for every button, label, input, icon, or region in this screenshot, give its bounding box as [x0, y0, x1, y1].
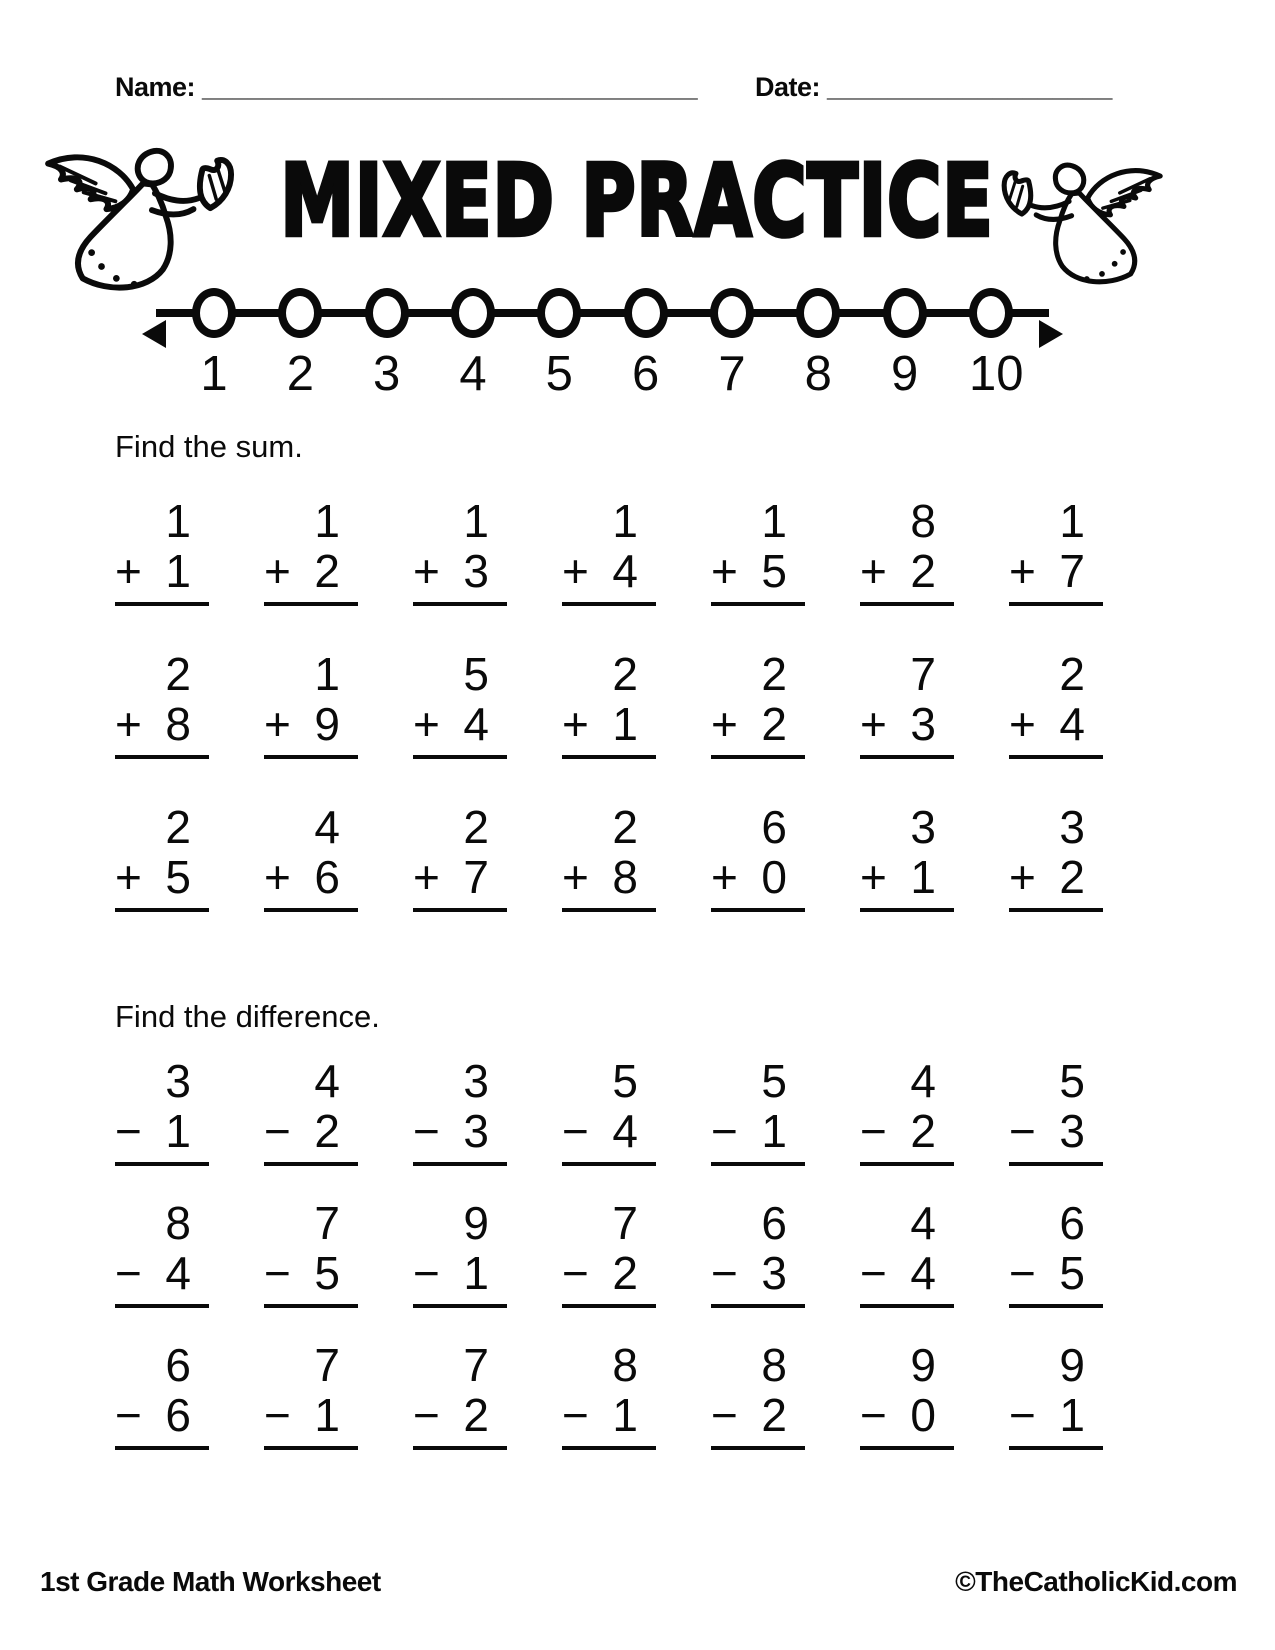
number-line-node [278, 288, 322, 338]
top-number: 1 [463, 495, 489, 548]
bottom-number: 1 [314, 1388, 340, 1441]
bottom-number: 5 [314, 1246, 340, 1299]
problem-row [115, 1338, 1107, 1450]
operator: − [711, 1246, 738, 1299]
top-number: 9 [910, 1338, 936, 1391]
bottom-row [711, 850, 809, 903]
top-number: 5 [1059, 1055, 1085, 1108]
top-number: 2 [761, 647, 787, 700]
bottom-number: 1 [1059, 1388, 1085, 1441]
top-number: 2 [1059, 647, 1085, 700]
bottom-row [413, 1388, 511, 1441]
top-number: 1 [1059, 495, 1085, 548]
bottom-number: 8 [165, 697, 191, 750]
bottom-row [562, 1388, 660, 1441]
answer-line [413, 602, 507, 606]
answer-line [413, 1162, 507, 1166]
operator: − [264, 1388, 291, 1441]
top-number: 4 [910, 1055, 936, 1108]
bottom-row [562, 545, 660, 597]
math-problem [264, 495, 362, 606]
answer-line [413, 908, 507, 912]
bottom-row [264, 850, 362, 903]
bottom-number: 1 [165, 545, 191, 597]
math-problem [264, 800, 362, 912]
operator: − [413, 1246, 440, 1299]
answer-line [1009, 602, 1103, 606]
answer-line [860, 1304, 954, 1308]
top-number: 5 [612, 1055, 638, 1108]
math-problem [711, 1196, 809, 1308]
bottom-number: 5 [1059, 1246, 1085, 1299]
bottom-row [711, 1246, 809, 1299]
operator: + [413, 545, 440, 597]
bottom-number: 7 [463, 850, 489, 903]
bottom-number: 2 [612, 1246, 638, 1299]
bottom-row [413, 1246, 511, 1299]
top-number: 2 [463, 800, 489, 853]
bottom-number: 7 [1059, 545, 1085, 597]
answer-line [115, 602, 209, 606]
bottom-number: 0 [910, 1388, 936, 1441]
number-line-labels [150, 347, 1055, 401]
bottom-row [413, 697, 511, 750]
math-problem [860, 1055, 958, 1166]
math-problem [264, 647, 362, 759]
operator: + [562, 850, 589, 903]
answer-line [562, 1304, 656, 1308]
operator: + [860, 697, 887, 750]
operator: + [115, 545, 142, 597]
top-number: 9 [1059, 1338, 1085, 1391]
bottom-row [1009, 697, 1107, 750]
difference-section [115, 1000, 1107, 1484]
number-line-number: 1 [200, 347, 228, 401]
operator: − [1009, 1246, 1036, 1299]
number-line-circles [150, 288, 1055, 338]
bottom-row [562, 1246, 660, 1299]
answer-line [562, 1446, 656, 1450]
operator: − [413, 1105, 440, 1157]
top-number: 2 [612, 800, 638, 853]
top-number: 8 [165, 1196, 191, 1249]
top-number: 6 [761, 800, 787, 853]
bottom-row [264, 697, 362, 750]
angel-harp-icon [978, 140, 1172, 310]
answer-line [413, 1446, 507, 1450]
bottom-row [264, 1105, 362, 1157]
sum-section [115, 430, 1107, 957]
math-problem [413, 1055, 511, 1166]
bottom-row [115, 545, 213, 597]
math-problem [562, 1055, 660, 1166]
number-line-number: 4 [459, 347, 487, 401]
answer-line [562, 755, 656, 759]
math-problem [1009, 800, 1107, 912]
operator: − [264, 1105, 291, 1157]
operator: − [711, 1388, 738, 1441]
top-number: 6 [165, 1338, 191, 1391]
difference-heading: Find the difference. [115, 999, 380, 1034]
bottom-row [711, 545, 809, 597]
top-number: 8 [910, 495, 936, 548]
answer-line [1009, 1446, 1103, 1450]
bottom-number: 2 [314, 1105, 340, 1157]
operator: − [860, 1105, 887, 1157]
top-number: 8 [612, 1338, 638, 1391]
top-number: 6 [1059, 1196, 1085, 1249]
date-blank-line: ___________________ [827, 72, 1113, 102]
number-line-number: 3 [373, 347, 401, 401]
operator: − [115, 1388, 142, 1441]
bottom-number: 6 [165, 1388, 191, 1441]
answer-line [562, 1162, 656, 1166]
math-problem [562, 647, 660, 759]
answer-line [860, 602, 954, 606]
top-number: 3 [165, 1055, 191, 1108]
bottom-row [115, 1105, 213, 1157]
bottom-number: 2 [314, 545, 340, 597]
top-number: 7 [463, 1338, 489, 1391]
answer-line [264, 1446, 358, 1450]
bottom-row [860, 1105, 958, 1157]
bottom-number: 5 [165, 850, 191, 903]
bottom-number: 0 [761, 850, 787, 903]
problem-row [115, 1055, 1107, 1166]
number-line-node [710, 288, 754, 338]
bottom-row [264, 545, 362, 597]
problem-row [115, 647, 1107, 759]
bottom-row [115, 1246, 213, 1299]
operator: + [1009, 697, 1036, 750]
bottom-row [1009, 1246, 1107, 1299]
top-number: 1 [314, 647, 340, 700]
math-problem [115, 495, 213, 606]
top-number: 8 [761, 1338, 787, 1391]
operator: − [115, 1105, 142, 1157]
math-problem [1009, 647, 1107, 759]
number-line-node [451, 288, 495, 338]
answer-line [860, 1162, 954, 1166]
top-number: 4 [314, 1055, 340, 1108]
bottom-row [562, 850, 660, 903]
bottom-row [1009, 850, 1107, 903]
answer-line [1009, 755, 1103, 759]
math-problem [115, 800, 213, 912]
bottom-number: 2 [1059, 850, 1085, 903]
math-problem [860, 1196, 958, 1308]
top-number: 2 [165, 647, 191, 700]
bottom-row [860, 697, 958, 750]
bottom-number: 2 [463, 1388, 489, 1441]
date-label: Date: [755, 72, 821, 102]
top-number: 3 [463, 1055, 489, 1108]
operator: − [860, 1246, 887, 1299]
number-line-number: 6 [632, 347, 660, 401]
number-line-node [796, 288, 840, 338]
top-number: 7 [314, 1196, 340, 1249]
bottom-row [860, 1388, 958, 1441]
bottom-number: 4 [910, 1246, 936, 1299]
answer-line [860, 908, 954, 912]
operator: + [711, 697, 738, 750]
operator: − [264, 1246, 291, 1299]
answer-line [264, 1304, 358, 1308]
answer-line [115, 1446, 209, 1450]
math-problem [1009, 495, 1107, 606]
bottom-number: 2 [761, 1388, 787, 1441]
top-number: 7 [910, 647, 936, 700]
top-number: 7 [314, 1338, 340, 1391]
answer-line [711, 908, 805, 912]
top-number: 9 [463, 1196, 489, 1249]
operator: + [115, 850, 142, 903]
math-problem [264, 1196, 362, 1308]
number-line-node [537, 288, 581, 338]
bottom-number: 3 [1059, 1105, 1085, 1157]
operator: + [1009, 545, 1036, 597]
math-problem [413, 1338, 511, 1450]
number-line-node [969, 288, 1013, 338]
answer-line [264, 755, 358, 759]
bottom-row [562, 1105, 660, 1157]
bottom-row [1009, 545, 1107, 597]
math-problem [711, 495, 809, 606]
operator: + [413, 697, 440, 750]
bottom-number: 4 [165, 1246, 191, 1299]
number-line-number: 7 [718, 347, 746, 401]
number-line-number: 9 [890, 347, 919, 401]
math-problem [860, 1338, 958, 1450]
top-number: 4 [314, 800, 340, 853]
math-problem [711, 1055, 809, 1166]
answer-line [711, 1304, 805, 1308]
top-number: 1 [165, 495, 191, 548]
operator: − [115, 1246, 142, 1299]
bottom-number: 3 [463, 545, 489, 597]
bottom-number: 1 [463, 1246, 489, 1299]
name-label: Name: [115, 72, 196, 102]
operator: − [562, 1105, 589, 1157]
math-problem [1009, 1055, 1107, 1166]
bottom-row [413, 545, 511, 597]
math-problem [860, 495, 958, 606]
page-title: MIXED PRACTICE [280, 143, 994, 259]
answer-line [860, 1446, 954, 1450]
number-line-node [192, 288, 236, 338]
operator: − [860, 1388, 887, 1441]
math-problem [711, 800, 809, 912]
bottom-number: 1 [612, 1388, 638, 1441]
answer-line [711, 602, 805, 606]
sum-heading: Find the sum. [115, 429, 303, 464]
math-problem [115, 1196, 213, 1308]
operator: + [115, 697, 142, 750]
answer-line [264, 602, 358, 606]
operator: + [264, 850, 291, 903]
top-number: 6 [761, 1196, 787, 1249]
operator: − [711, 1105, 738, 1157]
answer-line [562, 602, 656, 606]
bottom-number: 6 [314, 850, 340, 903]
bottom-number: 2 [910, 545, 936, 597]
operator: − [562, 1246, 589, 1299]
bottom-number: 4 [612, 1105, 638, 1157]
bottom-number: 2 [910, 1105, 936, 1157]
bottom-number: 2 [761, 697, 787, 750]
bottom-row [264, 1388, 362, 1441]
number-line [150, 288, 1055, 399]
problem-row [115, 1196, 1107, 1308]
sum-rows [115, 495, 1107, 911]
math-problem [860, 647, 958, 759]
date-field [755, 72, 1112, 103]
math-problem [264, 1055, 362, 1166]
bottom-number: 1 [612, 697, 638, 750]
bottom-row [860, 850, 958, 903]
bottom-row [860, 545, 958, 597]
bottom-number: 4 [1059, 697, 1085, 750]
top-number: 1 [612, 495, 638, 548]
math-problem [115, 1055, 213, 1166]
answer-line [264, 908, 358, 912]
answer-line [413, 755, 507, 759]
operator: + [711, 850, 738, 903]
bottom-row [711, 697, 809, 750]
top-number: 3 [910, 800, 936, 853]
answer-line [562, 908, 656, 912]
bottom-number: 8 [612, 850, 638, 903]
answer-line [115, 1162, 209, 1166]
bottom-number: 3 [761, 1246, 787, 1299]
answer-line [115, 755, 209, 759]
name-blank-line: _________________________________ [202, 72, 698, 102]
bottom-row [413, 1105, 511, 1157]
bottom-number: 4 [463, 697, 489, 750]
answer-line [860, 755, 954, 759]
bottom-row [115, 1388, 213, 1441]
bottom-row [264, 1246, 362, 1299]
footer-worksheet-label: 1st Grade Math Worksheet [40, 1566, 381, 1597]
math-problem [264, 1338, 362, 1450]
problem-row [115, 495, 1107, 606]
bottom-row [562, 697, 660, 750]
math-problem [562, 495, 660, 606]
bottom-number: 3 [463, 1105, 489, 1157]
name-field [115, 72, 698, 103]
math-problem [562, 1196, 660, 1308]
number-line-number: 8 [804, 347, 832, 401]
angel-harp-icon [32, 132, 264, 310]
operator: + [562, 697, 589, 750]
math-problem [413, 647, 511, 759]
number-line-number: 10 [968, 347, 1024, 401]
top-number: 2 [612, 647, 638, 700]
bottom-number: 1 [165, 1105, 191, 1157]
operator: + [1009, 850, 1036, 903]
answer-line [1009, 1162, 1103, 1166]
answer-line [711, 755, 805, 759]
footer-copyright: ©TheCatholicKid.com [955, 1566, 1237, 1597]
top-number: 1 [761, 495, 787, 548]
bottom-number: 1 [910, 850, 936, 903]
number-line-number: 5 [545, 347, 573, 401]
operator: + [860, 850, 887, 903]
bottom-row [1009, 1105, 1107, 1157]
bottom-row [860, 1246, 958, 1299]
bottom-row [115, 697, 213, 750]
operator: − [413, 1388, 440, 1441]
operator: − [1009, 1105, 1036, 1157]
math-problem [413, 1196, 511, 1308]
bottom-row [711, 1388, 809, 1441]
bottom-number: 3 [910, 697, 936, 750]
operator: + [413, 850, 440, 903]
answer-line [413, 1304, 507, 1308]
answer-line [711, 1162, 805, 1166]
answer-line [1009, 908, 1103, 912]
math-problem [413, 495, 511, 606]
operator: + [860, 545, 887, 597]
bottom-number: 4 [612, 545, 638, 597]
top-number: 7 [612, 1196, 638, 1249]
math-problem [562, 800, 660, 912]
answer-line [264, 1162, 358, 1166]
operator: − [1009, 1388, 1036, 1441]
bottom-number: 5 [761, 545, 787, 597]
number-line-node [624, 288, 668, 338]
math-problem [562, 1338, 660, 1450]
problem-row [115, 800, 1107, 912]
math-problem [1009, 1196, 1107, 1308]
bottom-row [711, 1105, 809, 1157]
operator: + [264, 545, 291, 597]
math-problem [711, 1338, 809, 1450]
operator: + [562, 545, 589, 597]
top-number: 1 [314, 495, 340, 548]
top-number: 4 [910, 1196, 936, 1249]
bottom-row [115, 850, 213, 903]
math-problem [115, 1338, 213, 1450]
math-problem [711, 647, 809, 759]
top-number: 5 [761, 1055, 787, 1108]
bottom-row [1009, 1388, 1107, 1441]
math-problem [860, 800, 958, 912]
bottom-number: 9 [314, 697, 340, 750]
math-problem [115, 647, 213, 759]
number-line-node [883, 288, 927, 338]
answer-line [115, 1304, 209, 1308]
bottom-number: 1 [761, 1105, 787, 1157]
top-number: 5 [463, 647, 489, 700]
operator: − [562, 1388, 589, 1441]
math-problem [1009, 1338, 1107, 1450]
bottom-row [413, 850, 511, 903]
operator: + [264, 697, 291, 750]
number-line-number: 2 [286, 347, 314, 401]
top-number: 2 [165, 800, 191, 853]
math-problem [413, 800, 511, 912]
answer-line [115, 908, 209, 912]
number-line-node [365, 288, 409, 338]
answer-line [1009, 1304, 1103, 1308]
answer-line [711, 1446, 805, 1450]
difference-rows [115, 1055, 1107, 1449]
operator: + [711, 545, 738, 597]
top-number: 3 [1059, 800, 1085, 853]
